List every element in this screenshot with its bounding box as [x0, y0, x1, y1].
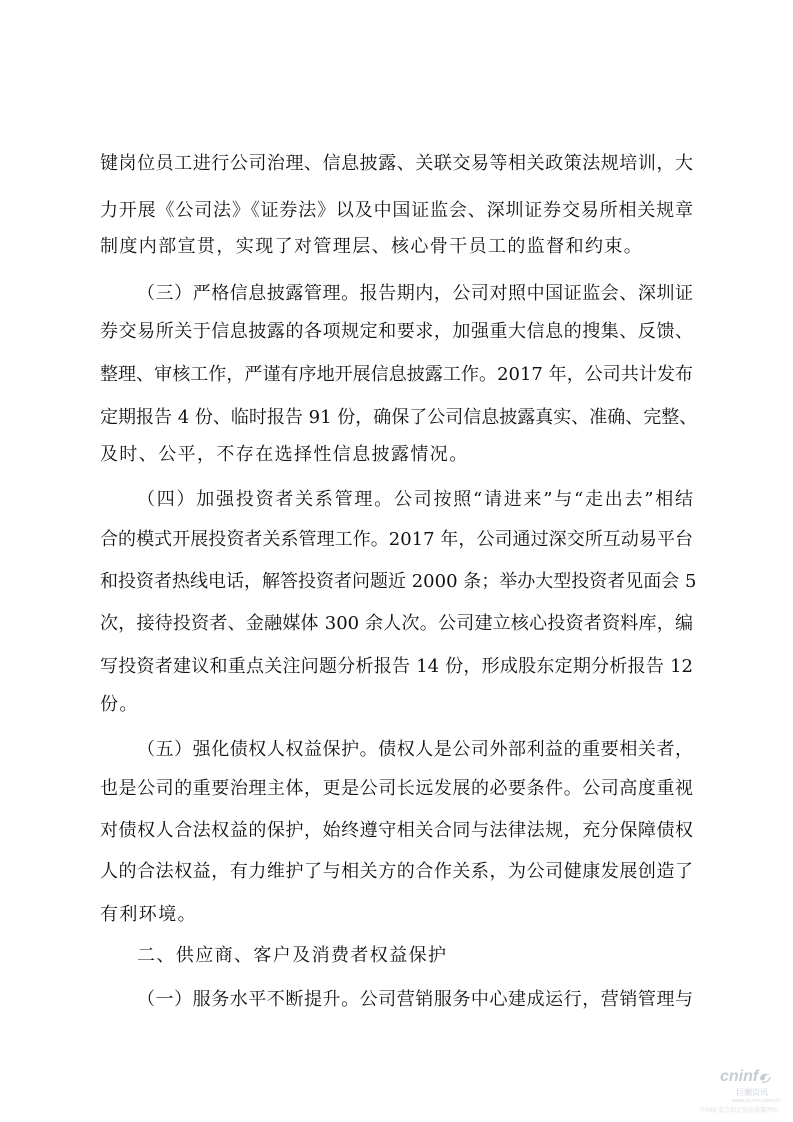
paragraph-line: 力开展《公司法》《证券法》以及中国证监会、深圳证券交易所相关规章 [100, 200, 693, 221]
paragraph-line: 写投资者建议和重点关注问题分析报告 14 份，形成股东定期分析报告 12 [100, 656, 693, 677]
paragraph-line: 整理、审核工作，严谨有序地开展信息披露工作。2017 年，公司共计发布 [100, 364, 693, 385]
paragraph-line: 有利环境。 [100, 904, 197, 925]
paragraph-line: （三）严格信息披露管理。报告期内，公司对照中国证监会、深圳证 [137, 283, 693, 304]
paragraph-line: 制度内部宣贯，实现了对管理层、核心骨干员工的监督和约束。 [100, 236, 644, 257]
watermark-url: www.cninfo.com.cn [732, 1098, 781, 1104]
watermark-subtitle: 中国证监会指定信息披露网站 [700, 1107, 779, 1114]
paragraph-line: 人的合法权益，有力维护了与相关方的合作关系，为公司健康发展创造了 [100, 861, 693, 882]
paragraph-line: （五）强化债权人权益保护。债权人是公司外部利益的重要相关者， [137, 739, 693, 760]
swirl-logo-icon [758, 1070, 772, 1084]
paragraph-line: 合的模式开展投资者关系管理工作。2017 年，公司通过深交所互动易平台 [100, 529, 693, 550]
paragraph-line: 份。 [100, 694, 139, 715]
section-heading: 二、供应商、客户及消费者权益保护 [137, 945, 448, 966]
cninfo-watermark [700, 1068, 780, 1118]
paragraph-line: 也是公司的重要治理主体，更是公司长远发展的必要条件。公司高度重视 [100, 778, 693, 799]
paragraph-line: 定期报告 4 份、临时报告 91 份，确保了公司信息披露真实、准确、完整、 [100, 407, 698, 428]
paragraph-line: 及时、公平，不存在选择性信息披露情况。 [100, 444, 469, 465]
watermark-logo-text: cninf [720, 1068, 759, 1085]
paragraph-line: 和投资者热线电话，解答投资者问题近 2000 条；举办大型投资者见面会 5 [100, 571, 697, 592]
paragraph-line: 次，接待投资者、金融媒体 300 余人次。公司建立核心投资者资料库，编 [100, 613, 693, 634]
watermark-cn-name: 巨潮资讯 [736, 1088, 768, 1097]
paragraph-line: 键岗位员工进行公司治理、信息披露、关联交易等相关政策法规培训，大 [100, 153, 693, 174]
paragraph-line: （四）加强投资者关系管理。公司按照“请进来”与“走出去”相结 [137, 489, 693, 510]
paragraph-line: 券交易所关于信息披露的各项规定和要求，加强重大信息的搜集、反馈、 [100, 321, 693, 342]
paragraph-line: （一）服务水平不断提升。公司营销服务中心建成运行，营销管理与 [137, 989, 693, 1010]
paragraph-line: 对债权人合法权益的保护，始终遵守相关合同与法律法规，充分保障债权 [100, 820, 693, 841]
